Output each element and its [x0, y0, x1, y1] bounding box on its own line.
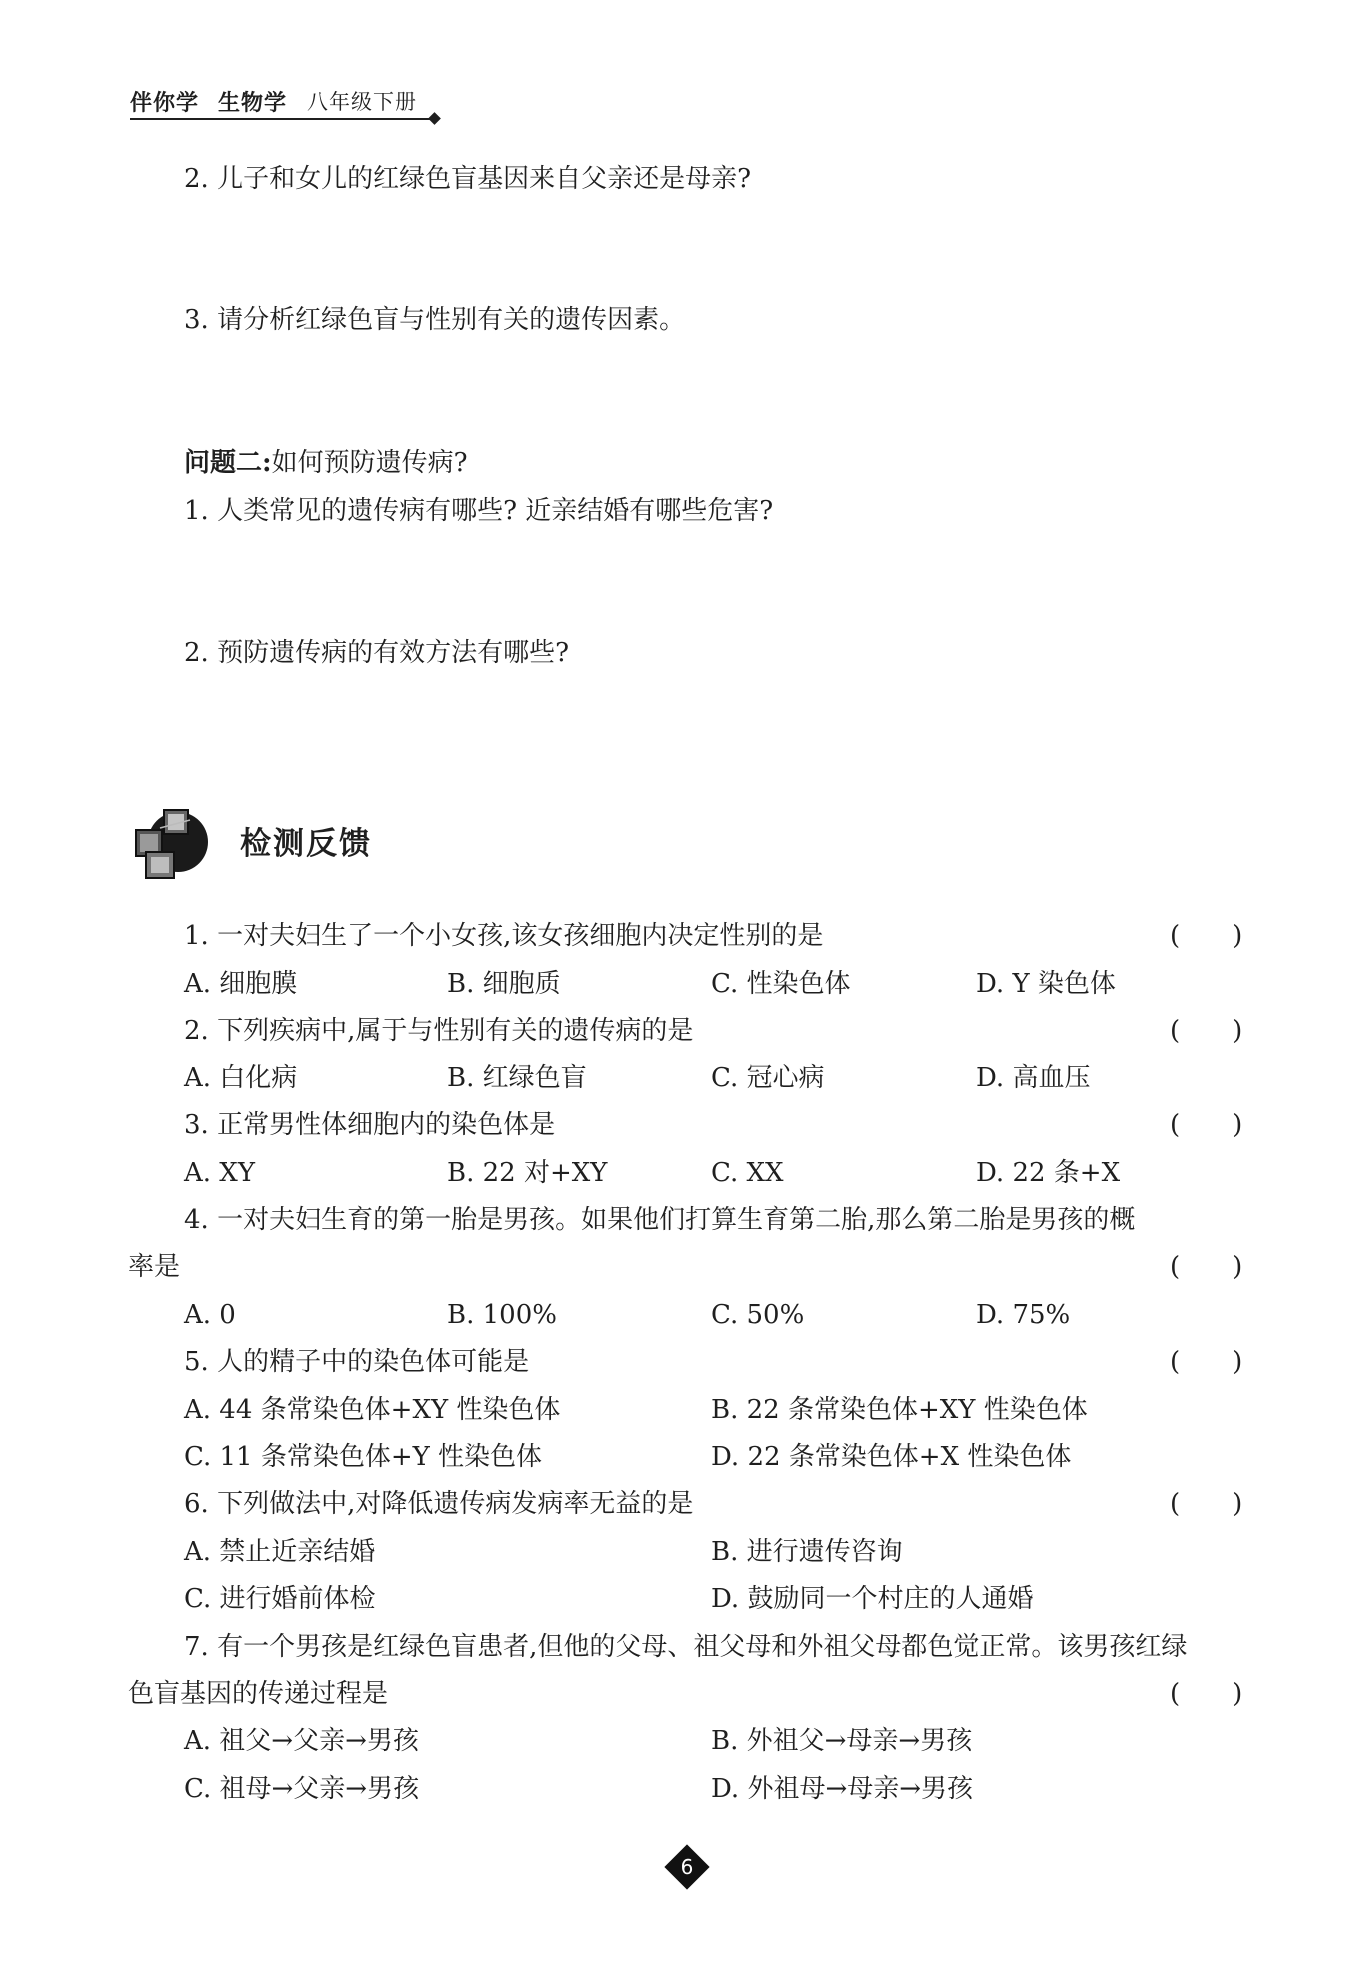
question-3-option-d: D. 22 条+X: [976, 1158, 1121, 1188]
question-4-option-b: B. 100%: [447, 1300, 557, 1330]
header-rule: [130, 118, 435, 120]
section-heading: [130, 800, 430, 880]
question-2-option-a: A. 白化病: [184, 1063, 298, 1093]
question-5-option-d: D. 22 条常染色体+X 性染色体: [711, 1442, 1072, 1472]
question-7-option-a: A. 祖父→父亲→男孩: [184, 1726, 419, 1756]
part1-question-2: 2. 儿子和女儿的红绿色盲基因来自父亲还是母亲?: [184, 164, 752, 194]
question-7-stem-continued: 色盲基因的传递过程是: [128, 1679, 389, 1709]
problem2-title: 如何预防遗传病?: [271, 448, 468, 478]
question-3-option-a: A. XY: [184, 1158, 255, 1188]
question-6-option-c: C. 进行婚前体检: [184, 1584, 376, 1614]
question-3-answer-blank: ( ): [1170, 1110, 1243, 1140]
question-3-option-b: B. 22 对+XY: [447, 1158, 608, 1188]
grade-label: 八年级下册: [307, 90, 417, 114]
subject-name: 生物学: [218, 91, 288, 116]
question-5-option-a: A. 44 条常染色体+XY 性染色体: [184, 1395, 561, 1425]
question-6-option-a: A. 禁止近亲结婚: [184, 1537, 376, 1567]
question-1-answer-blank: ( ): [1170, 921, 1243, 951]
series-name: 伴你学: [130, 91, 200, 116]
question-6-answer-blank: ( ): [1170, 1489, 1243, 1519]
question-3-stem: 3. 正常男性体细胞内的染色体是: [184, 1110, 556, 1140]
question-2-answer-blank: ( ): [1170, 1016, 1243, 1046]
question-5-stem: 5. 人的精子中的染色体可能是: [184, 1347, 530, 1377]
question-4-answer-blank: ( ): [1170, 1252, 1243, 1282]
question-4-option-d: D. 75%: [976, 1300, 1071, 1330]
cube-icon: [130, 800, 230, 880]
question-2-option-c: C. 冠心病: [711, 1063, 825, 1093]
problem2-heading: [184, 446, 468, 480]
question-5-option-b: B. 22 条常染色体+XY 性染色体: [711, 1395, 1088, 1425]
question-4-option-c: C. 50%: [711, 1300, 805, 1330]
problem2-label: 问题二:: [184, 448, 272, 478]
question-1-option-d: D. Y 染色体: [976, 969, 1116, 999]
question-3-option-c: C. XX: [711, 1158, 784, 1188]
question-2-option-d: D. 高血压: [976, 1063, 1091, 1093]
problem2-question-2: 2. 预防遗传病的有效方法有哪些?: [184, 638, 570, 668]
question-5-option-c: C. 11 条常染色体+Y 性染色体: [184, 1442, 543, 1472]
section-title: 检测反馈: [240, 826, 372, 862]
question-6-option-b: B. 进行遗传咨询: [711, 1537, 903, 1567]
question-7-stem: 7. 有一个男孩是红绿色盲患者,但他的父母、祖父母和外祖父母都色觉正常。该男孩红绿: [184, 1632, 1188, 1662]
header-diamond-icon: [428, 112, 441, 125]
question-6-stem: 6. 下列做法中,对降低遗传病发病率无益的是: [184, 1489, 694, 1519]
question-1-option-b: B. 细胞质: [447, 969, 561, 999]
question-7-option-c: C. 祖母→父亲→男孩: [184, 1774, 420, 1804]
question-2-stem: 2. 下列疾病中,属于与性别有关的遗传病的是: [184, 1016, 694, 1046]
part1-question-3: 3. 请分析红绿色盲与性别有关的遗传因素。: [184, 305, 686, 335]
question-4-stem-continued: 率是: [128, 1252, 181, 1282]
question-7-answer-blank: ( ): [1170, 1679, 1243, 1709]
question-6-option-d: D. 鼓励同一个村庄的人通婚: [711, 1584, 1034, 1614]
question-5-answer-blank: ( ): [1170, 1347, 1243, 1377]
question-7-option-d: D. 外祖母→母亲→男孩: [711, 1774, 974, 1804]
question-1-option-c: C. 性染色体: [711, 969, 851, 999]
page-number-badge: [665, 1845, 709, 1889]
problem2-question-1: 1. 人类常见的遗传病有哪些? 近亲结婚有哪些危害?: [184, 496, 774, 526]
page-number: 6: [680, 1855, 694, 1879]
question-4-stem: 4. 一对夫妇生育的第一胎是男孩。如果他们打算生育第二胎,那么第二胎是男孩的概: [184, 1205, 1136, 1235]
question-1-option-a: A. 细胞膜: [184, 969, 298, 999]
question-1-stem: 1. 一对夫妇生了一个小女孩,该女孩细胞内决定性别的是: [184, 921, 824, 951]
question-7-option-b: B. 外祖父→母亲→男孩: [711, 1726, 973, 1756]
page-header: [130, 86, 450, 126]
question-2-option-b: B. 红绿色盲: [447, 1063, 587, 1093]
question-4-option-a: A. 0: [184, 1300, 236, 1330]
